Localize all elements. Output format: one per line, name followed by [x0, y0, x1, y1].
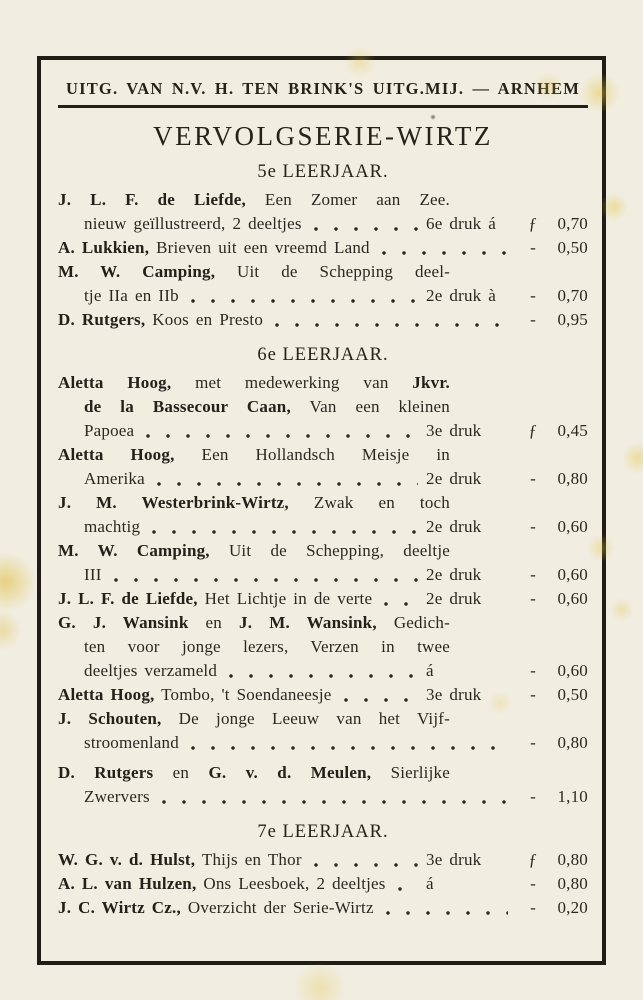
dot-leader: [382, 587, 420, 611]
entry-line: [58, 563, 588, 587]
dot-leader: [380, 236, 510, 260]
author-name: A. L. van Hulzen,: [58, 874, 197, 893]
entry-text: [84, 659, 217, 683]
currency-symbol: -: [530, 874, 536, 893]
author-name: Jkvr.: [412, 373, 450, 392]
catalog-entry: [58, 236, 588, 260]
author-name: Aletta Hoog,: [58, 685, 155, 704]
currency-symbol: -: [530, 286, 536, 305]
edition-label: 2e druk: [426, 469, 482, 488]
dot-leader: [312, 848, 420, 872]
edition-label: á: [426, 874, 434, 893]
title-text: met medewerking van: [171, 373, 413, 392]
entry-line: [58, 515, 588, 539]
entry-text: [58, 308, 263, 332]
price-value: 0,20: [557, 898, 588, 917]
title-text: Zwervers: [84, 787, 150, 806]
author-name: J. C. Wirtz Cz.,: [58, 898, 181, 917]
title-text: Gedich-: [376, 613, 450, 632]
dot-leader: [160, 785, 510, 809]
entry-text: [58, 443, 450, 467]
publisher-header: UITG. VAN N.V. H. TEN BRINK'S UITG.MIJ. — ARNHEM: [65, 79, 581, 98]
currency-symbol: -: [530, 733, 536, 752]
title-text: Het Lichtje in de verte: [197, 589, 373, 608]
author-name: G. J. Wansink: [58, 613, 189, 632]
edition-label: 3e druk: [426, 685, 482, 704]
dot-leader: [312, 212, 420, 236]
currency-symbol: ƒ: [528, 214, 538, 233]
currency-symbol: -: [530, 898, 536, 917]
currency-symbol: ƒ: [528, 850, 538, 869]
entry-line: [58, 443, 588, 467]
price-value: 0,60: [557, 565, 588, 584]
entry-line: [58, 683, 588, 707]
entry-line: [58, 212, 588, 236]
currency-symbol: -: [530, 310, 536, 329]
author-name: J. M. Wansink,: [239, 613, 377, 632]
entry-line: [58, 659, 588, 683]
entry-line: [58, 611, 588, 635]
dot-leader: [189, 284, 420, 308]
dot-leader: [112, 563, 420, 587]
dot-leader: [273, 308, 510, 332]
title-text: Tombo, 't Soendaneesje: [154, 685, 332, 704]
entry-text: [84, 635, 450, 659]
catalog-entry: [58, 761, 588, 809]
dot-leader: [227, 659, 420, 683]
author-name: Aletta Hoog,: [58, 373, 172, 392]
dot-leader: [144, 419, 420, 443]
entry-text: [58, 707, 450, 731]
catalog-section: [58, 162, 588, 332]
edition-label: 3e druk: [426, 421, 482, 440]
catalog-entry: [58, 443, 588, 491]
entry-text: [58, 683, 332, 707]
currency-symbol: -: [530, 787, 536, 806]
currency-symbol: -: [530, 469, 536, 488]
entry-text: [84, 212, 302, 236]
author-name: A. Lukkien,: [58, 238, 150, 257]
title-text: stroomenland: [84, 733, 179, 752]
author-name: D. Rutgers: [58, 763, 154, 782]
entry-line: [58, 635, 588, 659]
title-text: Een Zomer aan Zee.: [245, 190, 450, 209]
catalog-section: [58, 345, 588, 809]
currency-symbol: -: [530, 589, 536, 608]
entry-text: [84, 467, 145, 491]
entry-line: [58, 539, 588, 563]
author-name: W. G. v. d. Hulst,: [58, 850, 196, 869]
entry-line: [58, 896, 588, 920]
catalog-entry: [58, 371, 588, 443]
entry-text: [58, 236, 370, 260]
catalog-frame: [37, 56, 606, 965]
title-text: Uit de Schepping, deeltje: [209, 541, 450, 560]
catalog-entry: [58, 611, 588, 683]
catalog-entry: [58, 188, 588, 236]
edition-label: 2e druk à: [426, 286, 497, 305]
currency-symbol: -: [530, 565, 536, 584]
currency-symbol: -: [530, 238, 536, 257]
title-text: Koos en Presto: [145, 310, 264, 329]
section-heading: 7e LEERJAAR.: [257, 822, 389, 842]
dot-leader: [342, 683, 420, 707]
entry-line: [58, 467, 588, 491]
author-name: M. W. Camping,: [58, 262, 216, 281]
catalog-entry: [58, 896, 588, 920]
entry-text: [58, 188, 450, 212]
dot-leader: [155, 467, 420, 491]
title-text: en: [153, 763, 209, 782]
entry-line: [58, 761, 588, 785]
edition-label: á: [426, 661, 434, 680]
currency-symbol: -: [530, 661, 536, 680]
page-title: VERVOLGSERIE-WIRTZ: [153, 121, 493, 151]
edition-label: 2e druk: [426, 565, 482, 584]
price-value: 0,60: [557, 661, 588, 680]
title-text: Sierlijke: [371, 763, 450, 782]
entry-line: [58, 491, 588, 515]
author-name: J. L. F. de Liefde,: [58, 190, 246, 209]
entry-text: [58, 371, 450, 395]
title-text: Uit de Schepping deel-: [215, 262, 450, 281]
entry-line: [58, 260, 588, 284]
entry-text: [58, 761, 450, 785]
title-text: De jonge Leeuw van het Vijf-: [161, 709, 450, 728]
price-value: 0,45: [557, 421, 588, 440]
entry-text: [84, 284, 179, 308]
title-text: en: [188, 613, 240, 632]
sections-container: [58, 162, 588, 920]
author-name: J. Schouten,: [58, 709, 162, 728]
price-value: 0,60: [557, 517, 588, 536]
title-text: Een Hollandsch Meisje in: [174, 445, 450, 464]
currency-symbol: -: [530, 685, 536, 704]
title-text: Amerika: [84, 469, 145, 488]
price-value: 0,50: [557, 238, 588, 257]
title-text: Thijs en Thor: [195, 850, 302, 869]
title-text: Ons Leesboek, 2 deeltjes: [196, 874, 386, 893]
entry-text: [58, 611, 450, 635]
entry-line: [58, 188, 588, 212]
edition-label: 3e druk: [426, 850, 482, 869]
entry-line: [58, 587, 588, 611]
catalog-entry: [58, 260, 588, 308]
entry-line: [58, 284, 588, 308]
price-value: 0,80: [557, 850, 588, 869]
price-value: 0,80: [557, 874, 588, 893]
edition-label: 2e druk: [426, 589, 482, 608]
dot-leader: [189, 731, 510, 755]
price-value: 0,70: [557, 286, 588, 305]
catalog-entry: [58, 539, 588, 587]
entry-text: [84, 785, 150, 809]
entry-text: [58, 539, 450, 563]
author-name: de la Bassecour Caan,: [84, 397, 291, 416]
title-text: machtig: [84, 517, 141, 536]
title-text: Overzicht der Serie-Wirtz: [180, 898, 374, 917]
currency-symbol: ƒ: [528, 421, 538, 440]
author-name: M. W. Camping,: [58, 541, 210, 560]
entry-text: [58, 872, 386, 896]
price-value: 0,80: [557, 469, 588, 488]
header-rule: [58, 105, 588, 108]
author-name: J. L. F. de Liefde,: [58, 589, 198, 608]
entry-text: [84, 419, 134, 443]
currency-symbol: -: [530, 517, 536, 536]
price-value: 0,50: [557, 685, 588, 704]
edition-label: 2e druk: [426, 517, 482, 536]
entry-text: [84, 563, 102, 587]
dot-leader: [396, 872, 420, 896]
price-value: 0,60: [557, 589, 588, 608]
entry-text: [58, 491, 450, 515]
title-text: Van een kleinen: [290, 397, 450, 416]
entry-line: [58, 731, 588, 755]
dot-leader: [384, 896, 510, 920]
title-text: ten voor jonge lezers, Verzen in twee: [84, 637, 450, 656]
entry-line: [58, 308, 588, 332]
entry-text: [58, 587, 372, 611]
edition-label: 6e druk á: [426, 214, 497, 233]
catalog-entry: [58, 587, 588, 611]
title-text: nieuw geïllustreerd, 2 deeltjes: [84, 214, 302, 233]
entry-text: [58, 896, 374, 920]
title-text: III: [84, 565, 102, 584]
entry-line: [58, 236, 588, 260]
entry-text: [84, 515, 140, 539]
author-name: D. Rutgers,: [58, 310, 146, 329]
entry-text: [58, 848, 302, 872]
catalog-entry: [58, 308, 588, 332]
catalog-entry: [58, 491, 588, 539]
section-heading: 5e LEERJAAR.: [257, 162, 389, 182]
catalog-entry: [58, 872, 588, 896]
catalog-entry: [58, 848, 588, 872]
entry-text: [84, 395, 450, 419]
title-text: deeltjes verzameld: [84, 661, 218, 680]
entry-line: [58, 371, 588, 395]
price-value: 0,95: [557, 310, 588, 329]
entry-line: [58, 785, 588, 809]
title-text: tje IIa en IIb: [84, 286, 179, 305]
entry-line: [58, 848, 588, 872]
price-value: 0,70: [557, 214, 588, 233]
title-text: Papoea: [84, 421, 135, 440]
author-name: G. v. d. Meulen,: [208, 763, 372, 782]
author-name: J. M. Westerbrink-Wirtz,: [58, 493, 289, 512]
price-value: 0,80: [557, 733, 588, 752]
entry-line: [58, 707, 588, 731]
entry-text: [84, 731, 179, 755]
title-text: Zwak en toch: [288, 493, 450, 512]
price-value: 1,10: [557, 787, 588, 806]
author-name: Aletta Hoog,: [58, 445, 175, 464]
dot-leader: [150, 515, 420, 539]
title-text: Brieven uit een vreemd Land: [149, 238, 370, 257]
section-heading: 6e LEERJAAR.: [257, 345, 389, 365]
entry-text: [58, 260, 450, 284]
catalog-entry: [58, 707, 588, 755]
entry-line: [58, 419, 588, 443]
entry-line: [58, 395, 588, 419]
catalog-section: [58, 822, 588, 920]
entry-line: [58, 872, 588, 896]
catalog-entry: [58, 683, 588, 707]
